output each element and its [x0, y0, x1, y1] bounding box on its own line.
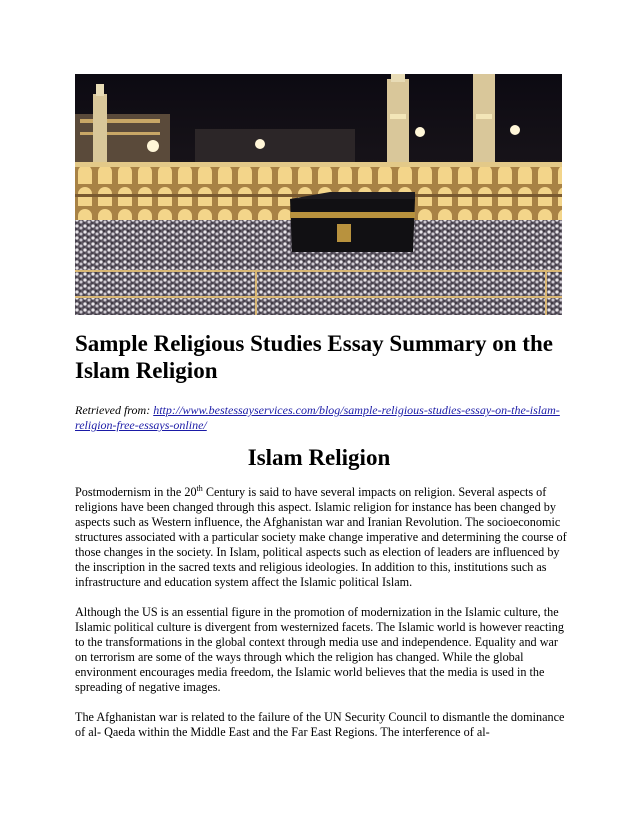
paragraph-3: The Afghanistan war is related to the failure of the UN Security Council to dismantle the dominance of al- Qaeda within the Middle East and the Far East Regions. The interference of al- [75, 710, 565, 739]
retrieved-from [75, 403, 570, 433]
source-link[interactable]: http://www.bestessayservices.com/blog/sample-religious-studies-essay-on-the-islam-religion-free-essays-online/ [75, 403, 560, 432]
section-heading: Islam Religion [247, 445, 391, 470]
retrieved-prefix: Retrieved from: [75, 403, 154, 417]
essay-body [75, 485, 567, 755]
kaaba-illustration [75, 74, 562, 315]
paragraph-2: Although the US is an essential figure in the promotion of modernization in the Islamic culture, the Islamic political culture is divergent from westernized facets. The Islamic world is however reacting to the transformations in the global context through media use and independence. Equality and war on terrorism are some of the ways through which the religion has changed. While the global environment encourages media freedom, the Islamic world believes that the media is used in the spreading of negative images. [75, 605, 564, 694]
paragraph-1: Postmodernism in the 20th Century is said to have several impacts on religion. Several aspects of religions have been changed through this aspect. Islamic religion for instance has been changed by aspects such as Western influence, the Afghanistan war and Iranian Revolution. The socioeconomic structures associated with a particular society make change imperative and determining the course of those changes in the society. In Islam, political aspects such as election of leaders are influenced by the inscription in the sacred texts and religious ideologies. In addition to this, institutions such as infrastructure and education system affect the Islamic political Islam. [75, 483, 567, 589]
header-photo [75, 74, 562, 315]
document-title: Sample Religious Studies Essay Summary on the Islam Religion [75, 331, 553, 383]
